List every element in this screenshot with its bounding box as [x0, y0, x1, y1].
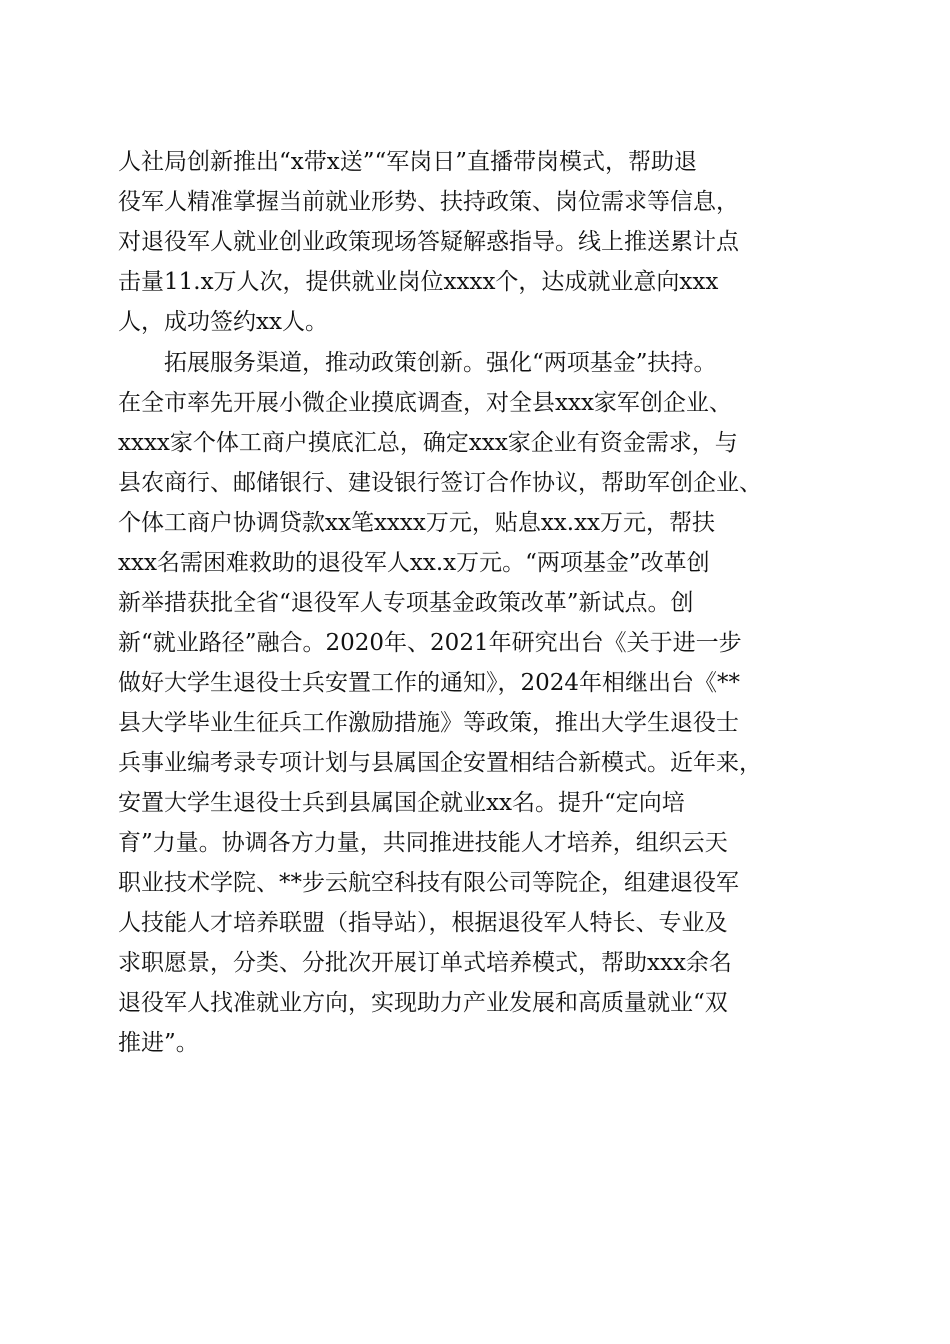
paragraph-employment-livestream: [118, 142, 828, 342]
text-line: 人社局创新推出“x带x送”“军岗日”直播带岗模式，帮助退: [118, 149, 697, 175]
text-line: 人技能人才培养联盟（指导站），根据退役军人特长、专业及: [118, 910, 728, 936]
text-line: 新举措获批全省“退役军人专项基金政策改革”新试点。创: [118, 590, 694, 616]
text-line: 役军人精准掌握当前就业形势、扶持政策、岗位需求等信息，: [118, 189, 739, 215]
text-line: xxx名需困难救助的退役军人xx.x万元。“两项基金”改革创: [118, 550, 710, 576]
text-line: 拓展服务渠道，推动政策创新。强化“两项基金”扶持。: [164, 350, 717, 376]
text-line: 县大学毕业生征兵工作激励措施》等政策，推出大学生退役士: [118, 710, 739, 736]
text-line: 安置大学生退役士兵到县属国企就业xx名。提升“定向培: [118, 790, 685, 816]
text-line: 求职愿景，分类、分批次开展订单式培养模式，帮助xxx余名: [118, 950, 732, 976]
paragraph-policy-innovation: [118, 343, 828, 1063]
text-line: 击量11.x万人次，提供就业岗位xxxx个，达成就业意向xxx: [118, 269, 719, 295]
text-line: 个体工商户协调贷款xx笔xxxx万元，贴息xx.xx万元，帮扶: [118, 510, 716, 536]
text-line: 县农商行、邮储银行、建设银行签订合作协议，帮助军创企业、: [118, 470, 762, 496]
text-line: xxxx家个体工商户摸底汇总，确定xxx家企业有资金需求，与: [118, 430, 738, 456]
text-line: 推进”。: [118, 1030, 199, 1056]
text-line: 在全市率先开展小微企业摸底调查，对全县xxx家军创企业、: [118, 390, 732, 416]
text-line: 做好大学生退役士兵安置工作的通知》，2024年相继出台《**: [118, 670, 741, 696]
text-line: 退役军人找准就业方向，实现助力产业发展和高质量就业“双: [118, 990, 728, 1016]
text-line: 人，成功签约xx人。: [118, 309, 328, 335]
text-line: 对退役军人就业创业政策现场答疑解惑指导。线上推送累计点: [118, 229, 739, 255]
text-line: 新“就业路径”融合。2020年、2021年研究出台《关于进一步: [118, 630, 742, 656]
text-line: 职业技术学院、**步云航空科技有限公司等院企，组建退役军: [118, 870, 739, 896]
text-line: 兵事业编考录专项计划与县属国企安置相结合新模式。近年来，: [118, 750, 762, 776]
text-line: 育”力量。协调各方力量，共同推进技能人才培养，组织云天: [118, 830, 728, 856]
